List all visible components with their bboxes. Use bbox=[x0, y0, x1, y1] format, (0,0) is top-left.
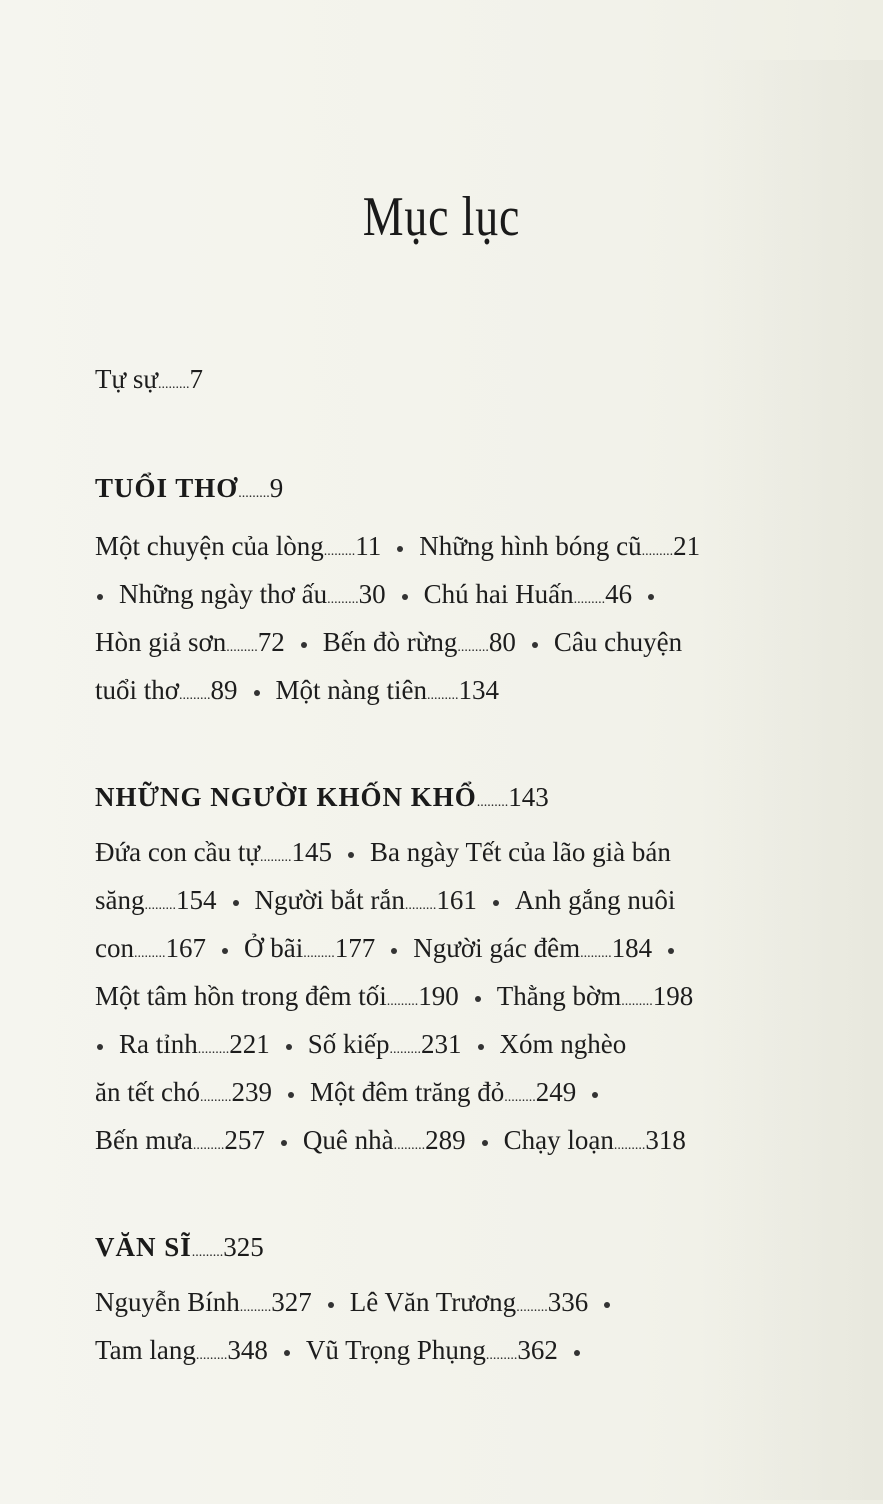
bullet-icon bbox=[493, 900, 499, 906]
bullet-icon bbox=[348, 852, 354, 858]
entry-line: ăn tết chó.........239 Một đêm trăng đỏ.........249 bbox=[95, 1068, 835, 1116]
bullet-icon bbox=[328, 1302, 334, 1308]
entry-line: Một tâm hồn trong đêm tối.........190 Thằng bờm.........198 bbox=[95, 981, 694, 1011]
entry-line: Hòn giả sơn.........72 Bến đò rừng.........80 Câu chuyện bbox=[95, 627, 683, 657]
bullet-icon bbox=[97, 594, 103, 600]
bullet-icon bbox=[574, 1350, 580, 1356]
entry-line: tuổi thơ.........89 Một nàng tiên.........134 bbox=[95, 675, 500, 705]
bullet-icon bbox=[301, 642, 307, 648]
entry-line: Tam lang.........348 Vũ Trọng Phụng.........362 bbox=[95, 1326, 835, 1374]
bullet-icon bbox=[592, 1092, 598, 1098]
intro-label: Tự sự bbox=[95, 364, 159, 394]
bullet-icon bbox=[97, 1044, 103, 1050]
section-heading-van-si: VĂN SĨ.........325 bbox=[95, 1232, 264, 1262]
bullet-icon bbox=[475, 996, 481, 1002]
entry-line: Đứa con cầu tự.........145 Ba ngày Tết của lão già bán bbox=[95, 837, 671, 867]
bullet-icon bbox=[604, 1302, 610, 1308]
intro-page: 7 bbox=[189, 364, 204, 394]
bullet-icon bbox=[254, 690, 260, 696]
entry-line: Nguyễn Bính.........327 Lê Văn Trương.........336 bbox=[95, 1278, 835, 1326]
bullet-icon bbox=[286, 1044, 292, 1050]
section-entries-tuoi-tho bbox=[95, 522, 835, 714]
bullet-icon bbox=[233, 900, 239, 906]
bullet-icon bbox=[648, 594, 654, 600]
section-entries-van-si bbox=[95, 1278, 835, 1374]
bullet-icon bbox=[288, 1092, 294, 1098]
entry-line: Bến mưa.........257 Quê nhà.........289 Chạy loạn.........318 bbox=[95, 1125, 686, 1155]
section-heading-tuoi-tho: TUỔI THƠ.........9 bbox=[95, 473, 284, 503]
bullet-icon bbox=[222, 948, 228, 954]
entry-line: Những ngày thơ ấu.........30 Chú hai Huấn.........46 bbox=[95, 570, 835, 618]
entry-line: con.........167 Ở bãi.........177 Người gác đêm.........184 bbox=[95, 924, 835, 972]
dot-leader: ......... bbox=[158, 377, 190, 392]
bullet-icon bbox=[397, 546, 403, 552]
entry-line: săng.........154 Người bắt rắn.........161 Anh gắng nuôi bbox=[95, 885, 676, 915]
bullet-icon bbox=[668, 948, 674, 954]
section-entries-nhung-nguoi-khon-kho bbox=[95, 828, 835, 1164]
bullet-icon bbox=[482, 1140, 488, 1146]
entry-line: Một chuyện của lòng.........11 Những hình bóng cũ.........21 bbox=[95, 531, 701, 561]
bullet-icon bbox=[478, 1044, 484, 1050]
section-heading-nhung-nguoi-khon-kho: NHỮNG NGƯỜI KHỐN KHỔ.........143 bbox=[95, 782, 549, 812]
bullet-icon bbox=[402, 594, 408, 600]
bullet-icon bbox=[391, 948, 397, 954]
entry-line: Ra tỉnh.........221 Số kiếp.........231 Xóm nghèo bbox=[95, 1020, 835, 1068]
bullet-icon bbox=[532, 642, 538, 648]
bullet-icon bbox=[281, 1140, 287, 1146]
page-title: Mục lục bbox=[362, 186, 521, 248]
intro-entry bbox=[95, 364, 835, 395]
bullet-icon bbox=[284, 1350, 290, 1356]
